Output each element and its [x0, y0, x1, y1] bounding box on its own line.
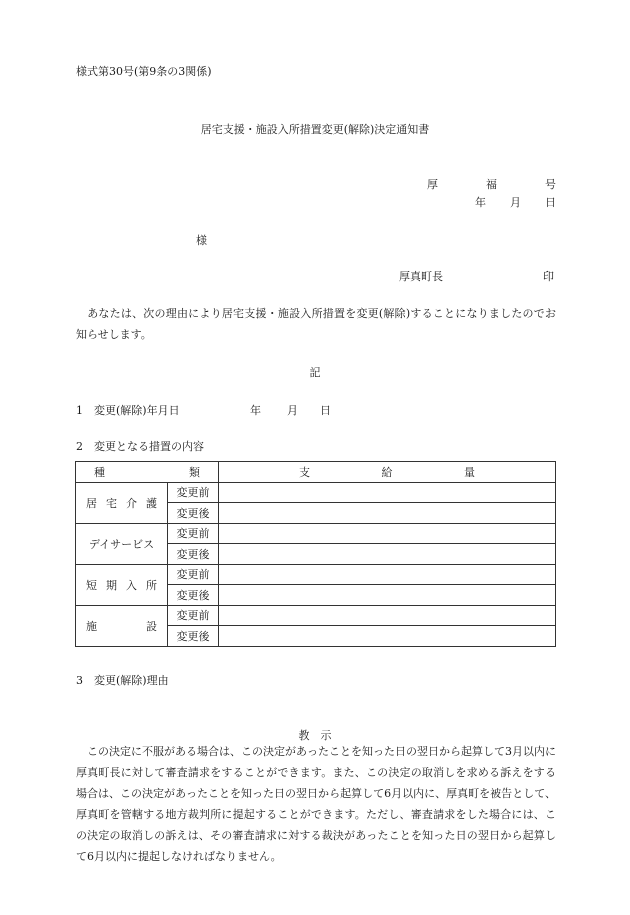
- amount-cell[interactable]: [219, 585, 556, 606]
- header-amount: 支 給 量: [219, 462, 556, 483]
- issue-date: [475, 194, 556, 210]
- before-label: 変更前: [168, 482, 219, 503]
- amount-cell[interactable]: [219, 564, 556, 585]
- table-row: [76, 482, 556, 503]
- category-short-stay: 短 期 入 所: [76, 564, 168, 605]
- date-month: 月: [510, 196, 521, 209]
- item3-label: 3 変更(解除)理由: [76, 674, 169, 687]
- document-title: 居宅支援・施設入所措置変更(解除)決定通知書: [200, 123, 430, 136]
- item1-label: 1 変更(解除)年月日: [76, 404, 180, 417]
- after-label: 変更後: [168, 544, 219, 565]
- notice-body: この決定に不服がある場合は、この決定があったことを知った日の翌日から起算して3月以内に厚真町長に対して審査請求をすることができます。また、この決定の取消しを求める訴えをする場合は、この決定があったことを知った日の翌日から起算して6月以内に、厚真町を被告として、厚真町を管轄する地方裁判所に提起することができます。ただし、審査請求をした場合には、この決定の取消しの訴えは、その審査請求に対する裁決があったことを知った日の翌日から起算して6月以内に提起しなければなりません。: [76, 745, 556, 863]
- item1-day: 日: [320, 404, 331, 417]
- amount-cell[interactable]: [219, 544, 556, 565]
- category-home-care: 居 宅 介 護: [76, 482, 168, 523]
- after-label: 変更後: [168, 626, 219, 647]
- form-number: 様式第30号(第9条の3関係): [76, 65, 212, 78]
- category-day-service: デイサービス: [76, 523, 168, 564]
- issuer-name: 厚真町長: [399, 270, 443, 283]
- seal-mark: 印: [543, 270, 554, 283]
- item1-month: 月: [287, 404, 298, 417]
- header-kind: 種 類: [76, 462, 219, 483]
- before-label: 変更前: [168, 523, 219, 544]
- table-header-row: [76, 462, 556, 483]
- ki-heading: 記: [309, 366, 321, 379]
- before-label: 変更前: [168, 564, 219, 585]
- item1-year: 年: [250, 404, 261, 417]
- table-row: [76, 523, 556, 544]
- date-day: 日: [545, 196, 556, 209]
- notice-title: 教 示: [298, 729, 332, 742]
- table-row: [76, 605, 556, 626]
- doc-no-suffix: 号: [545, 178, 556, 191]
- before-label: 変更前: [168, 605, 219, 626]
- table-row: [76, 564, 556, 585]
- category-facility: 施 設: [76, 605, 168, 646]
- doc-no-middle: 福: [486, 178, 497, 191]
- amount-cell[interactable]: [219, 503, 556, 524]
- after-label: 変更後: [168, 503, 219, 524]
- item2-label: 2 変更となる措置の内容: [76, 440, 204, 453]
- date-year: 年: [475, 196, 486, 209]
- amount-cell[interactable]: [219, 482, 556, 503]
- amount-cell[interactable]: [219, 626, 556, 647]
- measure-table: [75, 461, 556, 647]
- after-label: 変更後: [168, 585, 219, 606]
- addressee-suffix: 様: [196, 234, 207, 247]
- amount-cell[interactable]: [219, 523, 556, 544]
- intro-paragraph: あなたは、次の理由により居宅支援・施設入所措置を変更(解除)することになりましたのでお知らせします。: [76, 307, 556, 341]
- amount-cell[interactable]: [219, 605, 556, 626]
- document-number: [427, 176, 556, 192]
- doc-no-prefix: 厚: [427, 178, 438, 191]
